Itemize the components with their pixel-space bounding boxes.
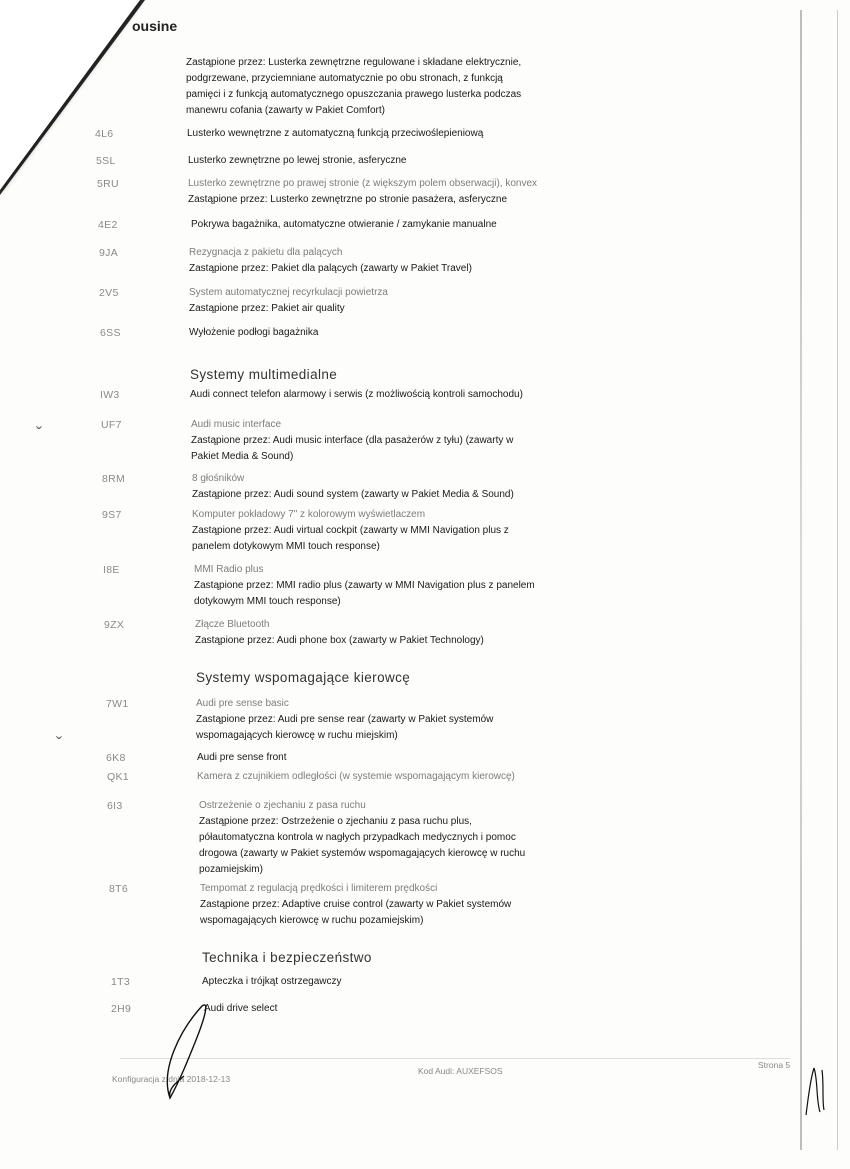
scan-edge [800,10,802,1150]
equipment-code: I8E [103,564,120,576]
description-line: Zastąpione przez: Pakiet air quality [189,303,345,314]
equipment-description [197,769,557,785]
footer-audi-code: Kod Audi: AUXEFSOS [418,1066,503,1076]
equipment-description [189,285,549,317]
description-line: Apteczka i trójkąt ostrzegawczy [202,976,342,987]
equipment-description [191,217,551,233]
description-line: Zastąpione przez: Audi music interface (dla pasażerów z tyłu) (zawarty w [191,435,514,446]
equipment-description [195,617,555,649]
description-line: pamięci i z funkcją automatycznego opuszczania prawego lusterka podczas [186,89,522,100]
description-line: Pokrywa bagażnika, automatyczne otwieranie / zamykanie manualne [191,219,497,230]
description-line: Ostrzeżenie o zjechaniu z pasa ruchu [199,800,366,811]
description-line: pozamiejskim) [199,864,263,875]
description-line: dotykowym MMI touch response) [194,596,341,607]
description-line: Audi pre sense front [197,752,287,763]
equipment-code: 8T6 [109,883,128,895]
equipment-code: 6SS [100,327,121,339]
description-line: Audi connect telefon alarmowy i serwis (z możliwością kontroli samochodu) [190,389,523,400]
equipment-description [189,245,549,277]
description-line: Zastąpione przez: Lusterka zewnętrzne regulowane i składane elektrycznie, [186,57,522,68]
equipment-description [200,881,560,929]
description-line: panelem dotykowym MMI touch response) [192,541,380,552]
equipment-description [199,798,559,878]
description-line: Tempomat z regulacją prędkości i limiterem prędkości [200,883,438,894]
description-line: Wyłożenie podłogi bagażnika [189,327,319,338]
description-line: Zastąpione przez: Ostrzeżenie o zjechaniu z pasa ruchu plus, [199,816,472,827]
equipment-code: 9ZX [104,619,125,631]
equipment-code: 5SL [96,155,116,167]
equipment-description [202,974,562,990]
equipment-description [197,750,557,766]
equipment-code: 1T3 [111,976,130,988]
description-line: Zastąpione przez: Audi virtual cockpit (zawarty w MMI Navigation plus z [192,525,509,536]
equipment-code: 4L6 [95,128,114,140]
equipment-description [189,325,549,341]
equipment-description [188,153,548,169]
equipment-description [191,417,551,465]
header-title: ousine [132,18,178,34]
description-line: Kamera z czujnikiem odległości (w systemie wspomagającym kierowcę) [197,771,515,782]
equipment-code: 6K8 [106,752,126,764]
description-line: Rezygnacja z pakietu dla palących [189,247,343,258]
section-title-multimedia: Systemy multimedialne [190,367,338,382]
description-line: drogowa (zawarty w Pakiet systemów wspomagających kierowcę w ruchu [199,848,526,859]
description-line: podgrzewane, przyciemniane automatycznie po obu stronach, z funkcją [186,73,503,84]
description-line: wspomagających kierowcę w ruchu pozamiejskim) [200,915,424,926]
description-line: manewru cofania (zawarty w Pakiet Comfort) [186,105,385,116]
equipment-code: 5RU [97,178,119,190]
equipment-code: 4E2 [98,219,118,231]
page-fold [0,0,140,190]
description-line: 8 głośników [192,473,245,484]
description-line: MMI Radio plus [194,564,264,575]
equipment-description [188,176,548,208]
equipment-code: QK1 [107,771,129,783]
description-line: Zastąpione przez: Pakiet dla palących (zawarty w Pakiet Travel) [189,263,472,274]
description-line: Komputer pokładowy 7" z kolorowym wyświetlaczem [192,509,426,520]
handwritten-check-icon: ˇ [36,424,42,444]
equipment-description [192,507,552,555]
equipment-description [187,126,547,142]
equipment-code: 2H9 [111,1003,132,1015]
equipment-code: 2V5 [99,287,119,299]
footer-config-date: Konfiguracja z dnia 2018-12-13 [112,1074,231,1084]
equipment-description [192,471,552,503]
description-line: Złącze Bluetooth [195,619,270,630]
equipment-code: UF7 [101,419,122,431]
equipment-description [204,1001,564,1017]
description-line: Zastąpione przez: Audi pre sense rear (zawarty w Pakiet systemów [196,714,494,725]
equipment-description [186,55,546,119]
description-line: Audi drive select [204,1003,278,1014]
description-line: Zastąpione przez: Audi sound system (zawarty w Pakiet Media & Sound) [192,489,514,500]
equipment-code: 7W1 [106,698,129,710]
equipment-description [190,387,550,403]
handwritten-check-icon: ˇ [56,734,62,754]
scan-edge [837,10,838,1150]
equipment-code: IW3 [100,389,120,401]
equipment-code: 8RM [102,473,126,485]
equipment-code: 9S7 [102,509,122,521]
description-line: Zastąpione przez: MMI radio plus (zawarty w MMI Navigation plus z panelem [194,580,535,591]
description-line: Lusterko zewnętrzne po lewej stronie, asferyczne [188,155,407,166]
equipment-description [196,696,556,744]
signature-icon [140,1000,230,1110]
description-line: Zastąpione przez: Lusterko zewnętrzne po stronie pasażera, asferyczne [188,194,508,205]
signature-mark-icon [800,1060,830,1120]
section-title-driver-assist: Systemy wspomagające kierowcę [196,670,411,685]
description-line: Zastąpione przez: Adaptive cruise control (zawarty w Pakiet systemów [200,899,512,910]
section-title-tech-safety: Technika i bezpieczeństwo [202,950,372,965]
description-line: Lusterko wewnętrzne z automatyczną funkcją przeciwoślepieniową [187,128,484,139]
equipment-code: 9JA [99,247,118,259]
description-line: System automatycznej recyrkulacji powietrza [189,287,388,298]
description-line: wspomagających kierowcę w ruchu miejskim) [196,730,398,741]
description-line: Lusterko zewnętrzne po prawej stronie (z większym polem obserwacji), konvex [188,178,538,189]
description-line: Zastąpione przez: Audi phone box (zawarty w Pakiet Technology) [195,635,484,646]
footer-page-number: Strona 5 [758,1060,791,1070]
description-line: półautomatyczna kontrola w nagłych przypadkach medycznych i pomoc [199,832,516,843]
equipment-code: 6I3 [107,800,123,812]
description-line: Audi pre sense basic [196,698,289,709]
description-line: Pakiet Media & Sound) [191,451,294,462]
equipment-description [194,562,554,610]
description-line: Audi music interface [191,419,282,430]
